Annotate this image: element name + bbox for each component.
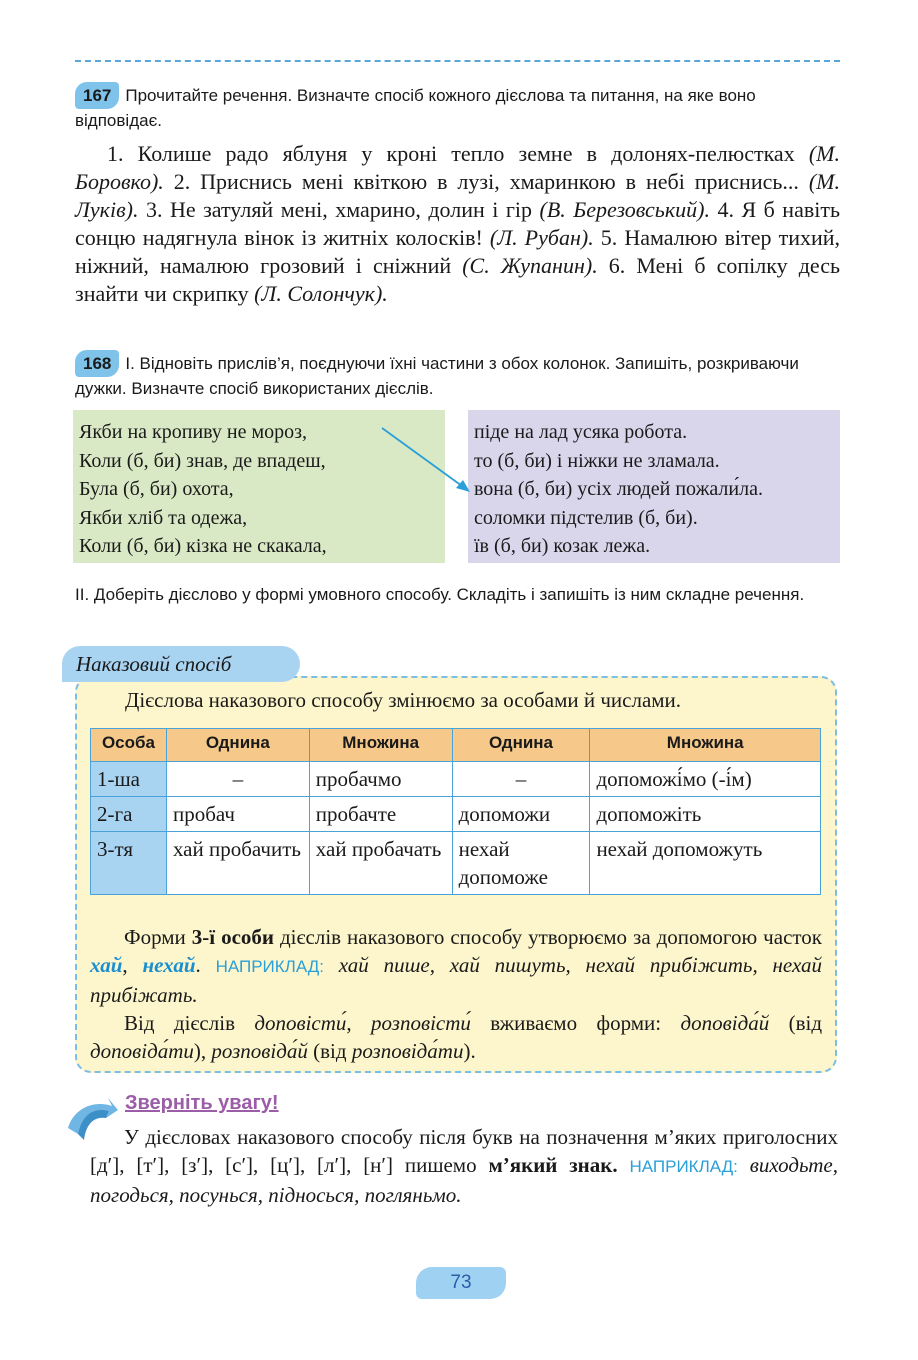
rule-text-part: (від <box>769 1011 823 1035</box>
table-cell: – <box>452 762 590 797</box>
imperative-table <box>90 728 821 895</box>
sentence-2-author: (М. Луків). <box>75 169 840 222</box>
table-cell: пробач <box>166 797 309 832</box>
rule-paragraph-1 <box>90 923 822 1009</box>
rule-text-part: вживаємо форми: <box>470 1011 681 1035</box>
table-row <box>91 832 821 895</box>
rule-verb: розповісти́ <box>371 1011 471 1035</box>
table-cell: нехай допоможуть <box>590 832 821 895</box>
sentence-3: 3. Не затуляй мені, хмарино, долин і гір <box>138 197 540 222</box>
exercise-167-instruction <box>75 82 840 132</box>
rule-text-part: дієслів наказового способу утворюємо за допомогою часток <box>274 925 822 949</box>
proverb-right-column <box>468 410 840 563</box>
rule-text-part: ), <box>193 1039 212 1063</box>
rule-paragraph-2 <box>90 1009 822 1065</box>
sentence-2: 2. Приснись мені квіткою в лузі, хмаринкою в небі приснись... <box>163 169 809 194</box>
note-text-part: У дієсловах наказового способу після букв на позначення м’яких приголосних [д′], [т′], [з′], [с′], [ц′], [л′], [н′] пишемо <box>90 1125 838 1177</box>
sentence-1: 1. Колише радо яблуня у кроні тепло земне в долонях-пелюстках <box>107 141 809 166</box>
table-row <box>91 762 821 797</box>
rule-verb: доповіда́ти <box>90 1039 194 1063</box>
rule-text-part: , <box>346 1011 372 1035</box>
rule-verb: доповіда́й <box>680 1011 770 1035</box>
note-title: Зверніть увагу! <box>125 1092 279 1114</box>
sentence-3-author: (В. Березовський). <box>539 197 710 222</box>
exercise-167-number: 167 <box>75 82 119 109</box>
right-item: вона (б, би) усіх людей пожали́ла. <box>474 478 763 500</box>
rule-text-part: , <box>122 953 143 977</box>
left-item: Коли (б, би) кізка не скакала, <box>79 535 327 557</box>
right-item: соломки підстелив (б, би). <box>474 506 698 529</box>
rule-tab-title: Наказовий спосіб <box>62 646 300 682</box>
exercise-168-number: 168 <box>75 350 119 377</box>
table-cell: пробачмо <box>309 762 452 797</box>
rule-verb: розповіда́й <box>211 1039 308 1063</box>
exercise-167-sentences <box>75 140 840 308</box>
table-cell: нехай допоможе <box>452 832 590 895</box>
matching-arrow-icon <box>370 420 480 500</box>
right-item: то (б, би) і ніжки не зламала. <box>474 449 720 472</box>
exercise-168-part2: ІІ. Доберіть дієслово у формі умовного способу. Складіть і запишіть із ним складне речення. <box>75 585 805 604</box>
note-bold-term: м’який знак. <box>488 1153 618 1177</box>
sentence-4-author: (Л. Рубан). <box>489 225 594 250</box>
rule-examples: хай пише, хай пишуть, нехай прибіжить, нехай прибіжать. <box>90 953 822 1007</box>
table-cell: 3-тя <box>91 832 167 895</box>
table-cell: допоможіть <box>590 797 821 832</box>
table-header: Особа <box>91 729 167 762</box>
table-cell: 2-га <box>91 797 167 832</box>
right-item: їв (б, би) козак лежа. <box>474 535 651 557</box>
rule-verb: розповіда́ти <box>351 1039 464 1063</box>
exercise-168-text: І. Відновіть прислів’я, поєднуючи їхні частини з обох колонок. Запишіть, розкриваючи дужки. Визначте спосіб використаних дієслів. <box>75 354 799 398</box>
left-item: Якби хліб та одежа, <box>79 506 248 529</box>
table-cell: – <box>166 762 309 797</box>
exercise-168-instruction <box>75 350 840 400</box>
table-header: Множина <box>590 729 821 762</box>
table-header-row <box>91 729 821 762</box>
rule-text-part: (від <box>307 1039 352 1063</box>
top-dashed-rule <box>75 60 840 62</box>
example-label: НАПРИКЛАД: <box>629 1157 738 1176</box>
table-header: Однина <box>452 729 590 762</box>
rule-verb: доповісти́ <box>254 1011 347 1035</box>
sentence-5-author: (С. Жупанин). <box>462 253 598 278</box>
right-item: піде на лад усяка робота. <box>474 421 688 443</box>
left-item: Була (б, би) охота, <box>79 478 234 500</box>
table-cell: хай пробачать <box>309 832 452 895</box>
left-item: Якби на кропиву не мороз, <box>79 421 308 443</box>
note-text <box>90 1123 838 1209</box>
sentence-1-author: (М. Боровко). <box>75 141 840 194</box>
rule-text-part: Форми <box>124 925 192 949</box>
table-header: Однина <box>166 729 309 762</box>
table-header: Множина <box>309 729 452 762</box>
rule-bold-term: 3-ї особи <box>191 925 275 949</box>
particle-hai: хай <box>90 953 123 977</box>
page-number: 73 <box>416 1267 506 1299</box>
rule-text-part: Від дієслів <box>124 1011 255 1035</box>
sentence-5: 5. Намалюю вітер тихий, ніжний, намалюю грозовий і сніжний <box>75 225 841 278</box>
table-cell: допоможи <box>452 797 590 832</box>
sentence-6: 6. Мені б сопілку десь знайти чи скрипку <box>75 253 840 306</box>
table-cell: 1-ша <box>91 762 167 797</box>
rule-text-part: . <box>195 953 216 977</box>
table-cell: пробачте <box>309 797 452 832</box>
sentence-4: 4. Я б навіть сонцю надягнула вінок із житніх колосків! <box>75 197 840 250</box>
left-item: Коли (б, би) знав, де впадеш, <box>79 449 326 472</box>
particle-nehai: нехай <box>142 953 196 977</box>
note-examples: виходьте, погодься, посунься, підносься, погляньмо. <box>90 1153 838 1207</box>
table-cell: хай пробачить <box>166 832 309 895</box>
rule-intro: Дієслова наказового способу змінюємо за особами й числами. <box>125 688 682 712</box>
exercise-167-text: Прочитайте речення. Визначте спосіб кожного дієслова та питання, на яке воно відповідає. <box>75 86 756 130</box>
table-cell: допоможі́мо (-і́м) <box>590 762 821 797</box>
example-label: НАПРИКЛАД: <box>215 957 324 976</box>
rule-text-part: ). <box>463 1039 476 1063</box>
sentence-6-author: (Л. Солончук). <box>254 281 388 306</box>
rule-text <box>90 923 822 1065</box>
table-row <box>91 797 821 832</box>
